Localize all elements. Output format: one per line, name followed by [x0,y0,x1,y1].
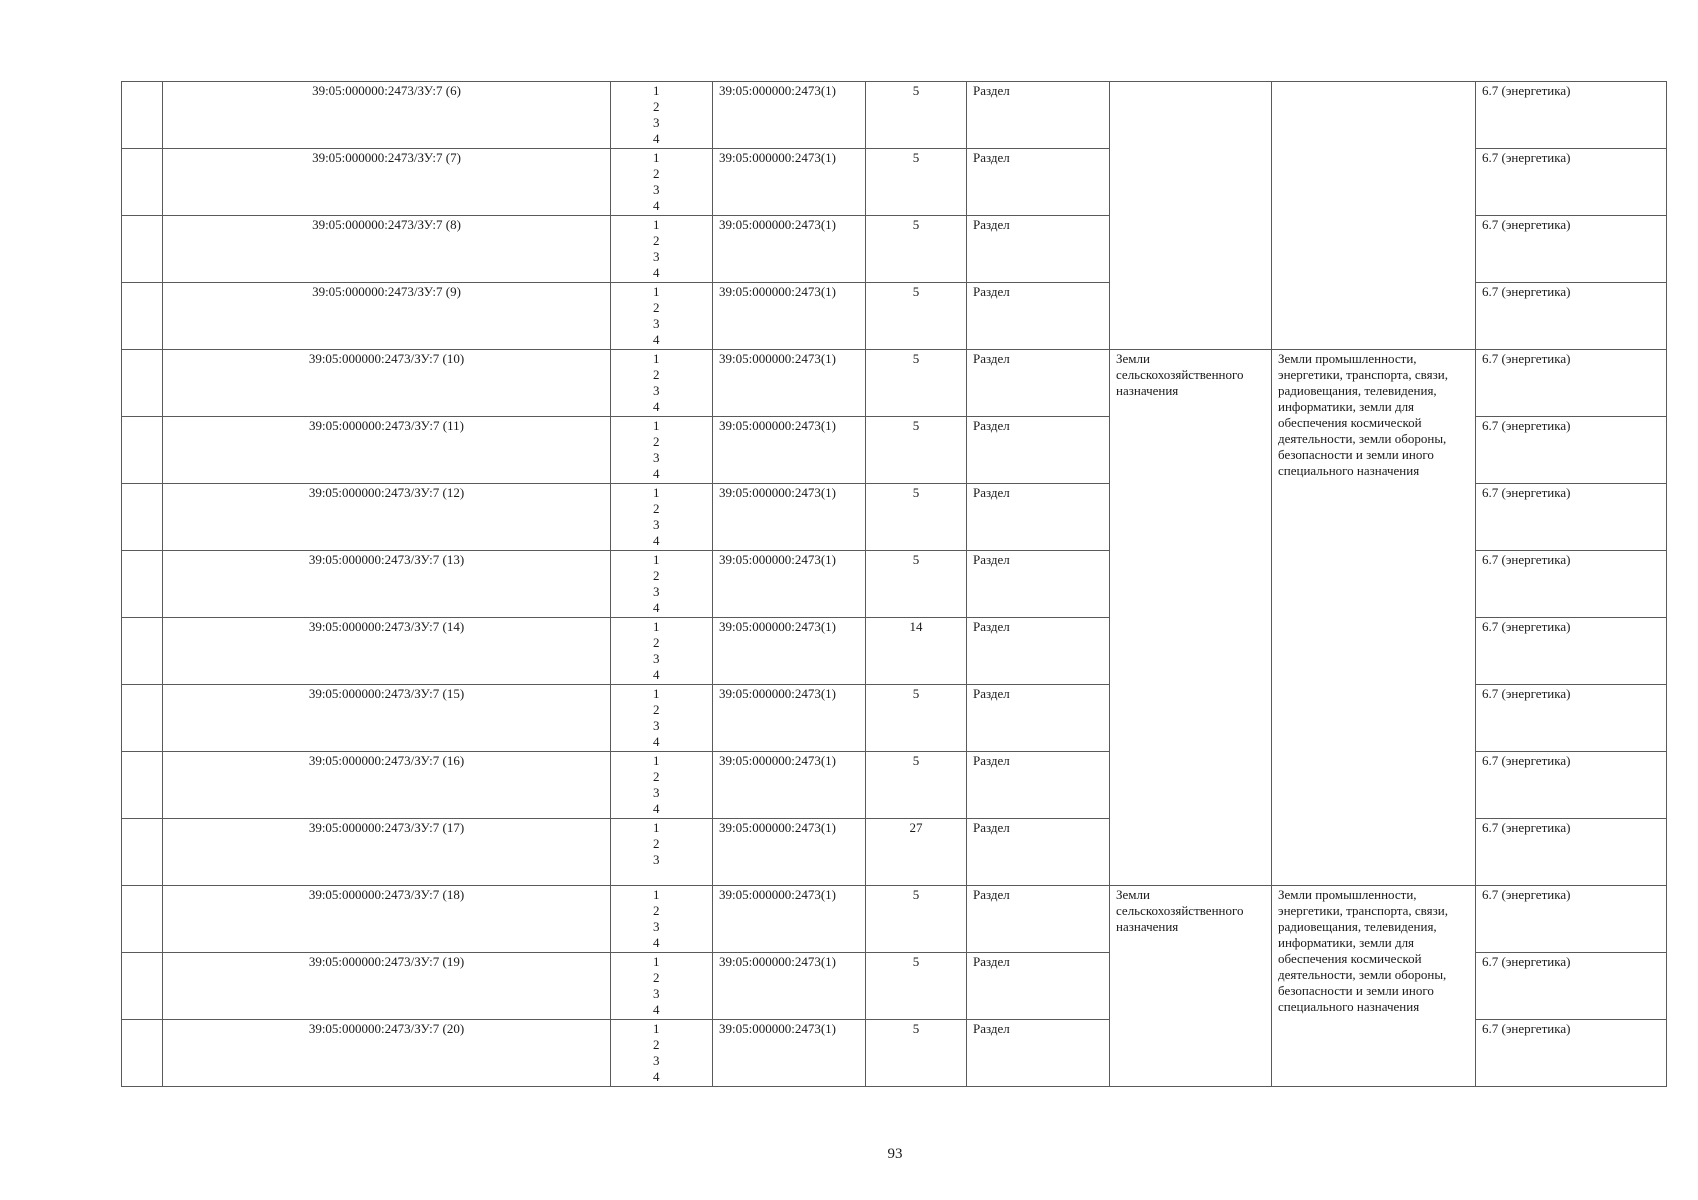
point-numbers-cell [611,551,713,618]
area-cell: 5 [866,752,967,819]
point-numbers-cell [611,1020,713,1087]
row-number-cell [122,149,163,216]
table-row [122,82,1667,149]
source-plot-cell: 39:05:000000:2473(1) [713,618,866,685]
source-plot-cell: 39:05:000000:2473(1) [713,1020,866,1087]
point-number: 3 [653,919,660,934]
permitted-use-cell: 6.7 (энергетика) [1476,283,1667,350]
row-number-cell [122,886,163,953]
permitted-use-cell: 6.7 (энергетика) [1476,350,1667,417]
permitted-use-cell: 6.7 (энергетика) [1476,149,1667,216]
area-cell: 5 [866,149,967,216]
land-category-cell [1110,82,1272,350]
point-numbers-cell [611,685,713,752]
point-numbers-cell [611,82,713,149]
row-number-cell [122,1020,163,1087]
point-numbers-cell [611,216,713,283]
area-cell: 5 [866,283,967,350]
formation-method-cell: Раздел [967,819,1110,886]
source-plot-cell: 39:05:000000:2473(1) [713,752,866,819]
area-cell: 5 [866,350,967,417]
point-number: 3 [653,316,660,331]
point-number: 3 [653,450,660,465]
point-number: 1 [653,485,660,500]
point-numbers-cell [611,283,713,350]
row-number-cell [122,618,163,685]
permitted-use-cell: 6.7 (энергетика) [1476,551,1667,618]
formation-method-cell: Раздел [967,350,1110,417]
row-number-cell [122,484,163,551]
permitted-use-cell: 6.7 (энергетика) [1476,886,1667,953]
point-numbers-cell [611,484,713,551]
table-row [122,350,1667,417]
point-number: 4 [653,533,660,548]
point-number: 4 [653,1069,660,1084]
point-number: 1 [653,83,660,98]
source-plot-cell: 39:05:000000:2473(1) [713,886,866,953]
point-number: 3 [653,517,660,532]
point-number: 3 [653,785,660,800]
point-number: 1 [653,619,660,634]
cadastral-number-cell: 39:05:000000:2473/ЗУ:7 (9) [163,283,611,350]
table-row [122,886,1667,953]
point-number: 3 [653,852,660,867]
point-numbers-cell [611,618,713,685]
point-numbers-cell [611,752,713,819]
cadastral-number-cell: 39:05:000000:2473/ЗУ:7 (6) [163,82,611,149]
point-number: 3 [653,651,660,666]
formation-method-cell: Раздел [967,484,1110,551]
formation-method-cell: Раздел [967,551,1110,618]
cadastral-number-cell: 39:05:000000:2473/ЗУ:7 (20) [163,1020,611,1087]
point-number: 4 [653,332,660,347]
permitted-category-cell: Земли промышленности, энергетики, транспорта, связи, радиовещания, телевидения, информатики, земли для обеспечения космической деятельности, земли обороны, безопасности и земли иного специального назначения [1272,350,1476,886]
point-number: 3 [653,249,660,264]
point-number: 2 [653,635,660,650]
cadastral-number-cell: 39:05:000000:2473/ЗУ:7 (7) [163,149,611,216]
permitted-use-cell: 6.7 (энергетика) [1476,82,1667,149]
source-plot-cell: 39:05:000000:2473(1) [713,819,866,886]
source-plot-cell: 39:05:000000:2473(1) [713,685,866,752]
cadastral-number-cell: 39:05:000000:2473/ЗУ:7 (11) [163,417,611,484]
permitted-use-cell: 6.7 (энергетика) [1476,618,1667,685]
permitted-use-cell: 6.7 (энергетика) [1476,752,1667,819]
row-number-cell [122,953,163,1020]
point-number: 4 [653,265,660,280]
point-numbers-cell [611,350,713,417]
point-number: 3 [653,1053,660,1068]
point-number: 4 [653,198,660,213]
point-number: 2 [653,702,660,717]
point-number: 1 [653,887,660,902]
point-number: 2 [653,568,660,583]
point-number: 1 [653,686,660,701]
point-number: 2 [653,99,660,114]
formation-method-cell: Раздел [967,216,1110,283]
point-number: 3 [653,115,660,130]
point-number: 3 [653,986,660,1001]
page-number: 93 [887,1146,903,1162]
point-number: 1 [653,1021,660,1036]
permitted-use-cell: 6.7 (энергетика) [1476,819,1667,886]
point-number: 2 [653,769,660,784]
point-number: 1 [653,552,660,567]
point-number: 2 [653,836,660,851]
permitted-use-cell: 6.7 (энергетика) [1476,484,1667,551]
point-number: 4 [653,935,660,950]
cadastral-number-cell: 39:05:000000:2473/ЗУ:7 (16) [163,752,611,819]
formation-method-cell: Раздел [967,618,1110,685]
source-plot-cell: 39:05:000000:2473(1) [713,216,866,283]
source-plot-cell: 39:05:000000:2473(1) [713,149,866,216]
area-cell: 5 [866,953,967,1020]
source-plot-cell: 39:05:000000:2473(1) [713,484,866,551]
formation-method-cell: Раздел [967,149,1110,216]
source-plot-cell: 39:05:000000:2473(1) [713,82,866,149]
row-number-cell [122,551,163,618]
formation-method-cell: Раздел [967,1020,1110,1087]
point-number: 4 [653,600,660,615]
land-category-cell: Земли сельскохозяйственного назначения [1110,350,1272,886]
permitted-category-cell [1272,82,1476,350]
point-number: 3 [653,584,660,599]
area-cell: 5 [866,216,967,283]
point-number: 1 [653,954,660,969]
point-number: 1 [653,753,660,768]
point-number: 1 [653,150,660,165]
area-cell: 5 [866,685,967,752]
point-number: 3 [653,383,660,398]
row-number-cell [122,752,163,819]
cadastral-number-cell: 39:05:000000:2473/ЗУ:7 (8) [163,216,611,283]
source-plot-cell: 39:05:000000:2473(1) [713,350,866,417]
cadastral-number-cell: 39:05:000000:2473/ЗУ:7 (10) [163,350,611,417]
permitted-category-cell: Земли промышленности, энергетики, транспорта, связи, радиовещания, телевидения, информатики, земли для обеспечения космической деятельности, земли обороны, безопасности и земли иного специального назначения [1272,886,1476,1087]
area-cell: 5 [866,417,967,484]
formation-method-cell: Раздел [967,752,1110,819]
formation-method-cell: Раздел [967,82,1110,149]
permitted-use-cell: 6.7 (энергетика) [1476,216,1667,283]
point-number: 2 [653,970,660,985]
permitted-use-cell: 6.7 (энергетика) [1476,685,1667,752]
cadastral-number-cell: 39:05:000000:2473/ЗУ:7 (19) [163,953,611,1020]
point-number: 1 [653,351,660,366]
point-numbers-cell [611,819,713,886]
row-number-cell [122,417,163,484]
source-plot-cell: 39:05:000000:2473(1) [713,953,866,1020]
formation-method-cell: Раздел [967,953,1110,1020]
point-number: 1 [653,820,660,835]
point-numbers-cell [611,417,713,484]
cadastral-number-cell: 39:05:000000:2473/ЗУ:7 (18) [163,886,611,953]
point-number: 1 [653,284,660,299]
row-number-cell [122,216,163,283]
point-number: 4 [653,399,660,414]
point-number: 4 [653,667,660,682]
cadastral-number-cell: 39:05:000000:2473/ЗУ:7 (17) [163,819,611,886]
point-number: 4 [653,801,660,816]
cadastral-number-cell: 39:05:000000:2473/ЗУ:7 (14) [163,618,611,685]
point-number: 2 [653,233,660,248]
point-number: 2 [653,434,660,449]
point-number: 2 [653,501,660,516]
land-plots-table [121,81,1667,1087]
point-number: 4 [653,1002,660,1017]
permitted-use-cell: 6.7 (энергетика) [1476,953,1667,1020]
point-number: 3 [653,182,660,197]
point-number: 2 [653,166,660,181]
point-number: 2 [653,903,660,918]
formation-method-cell: Раздел [967,283,1110,350]
point-numbers-cell [611,149,713,216]
area-cell: 5 [866,886,967,953]
point-numbers-cell [611,886,713,953]
permitted-use-cell: 6.7 (энергетика) [1476,1020,1667,1087]
area-cell: 27 [866,819,967,886]
area-cell: 14 [866,618,967,685]
formation-method-cell: Раздел [967,685,1110,752]
point-number: 4 [653,466,660,481]
point-number: 2 [653,300,660,315]
cadastral-number-cell: 39:05:000000:2473/ЗУ:7 (15) [163,685,611,752]
formation-method-cell: Раздел [967,886,1110,953]
row-number-cell [122,685,163,752]
point-number: 2 [653,367,660,382]
point-number: 3 [653,718,660,733]
land-category-cell: Земли сельскохозяйственного назначения [1110,886,1272,1087]
source-plot-cell: 39:05:000000:2473(1) [713,551,866,618]
cadastral-number-cell: 39:05:000000:2473/ЗУ:7 (13) [163,551,611,618]
point-number: 1 [653,418,660,433]
cadastral-number-cell: 39:05:000000:2473/ЗУ:7 (12) [163,484,611,551]
point-number: 1 [653,217,660,232]
point-numbers-cell [611,953,713,1020]
area-cell: 5 [866,82,967,149]
area-cell: 5 [866,484,967,551]
source-plot-cell: 39:05:000000:2473(1) [713,417,866,484]
point-number: 4 [653,131,660,146]
area-cell: 5 [866,551,967,618]
area-cell: 5 [866,1020,967,1087]
row-number-cell [122,350,163,417]
point-number: 2 [653,1037,660,1052]
permitted-use-cell: 6.7 (энергетика) [1476,417,1667,484]
formation-method-cell: Раздел [967,417,1110,484]
row-number-cell [122,283,163,350]
row-number-cell [122,82,163,149]
point-number: 4 [653,734,660,749]
source-plot-cell: 39:05:000000:2473(1) [713,283,866,350]
row-number-cell [122,819,163,886]
